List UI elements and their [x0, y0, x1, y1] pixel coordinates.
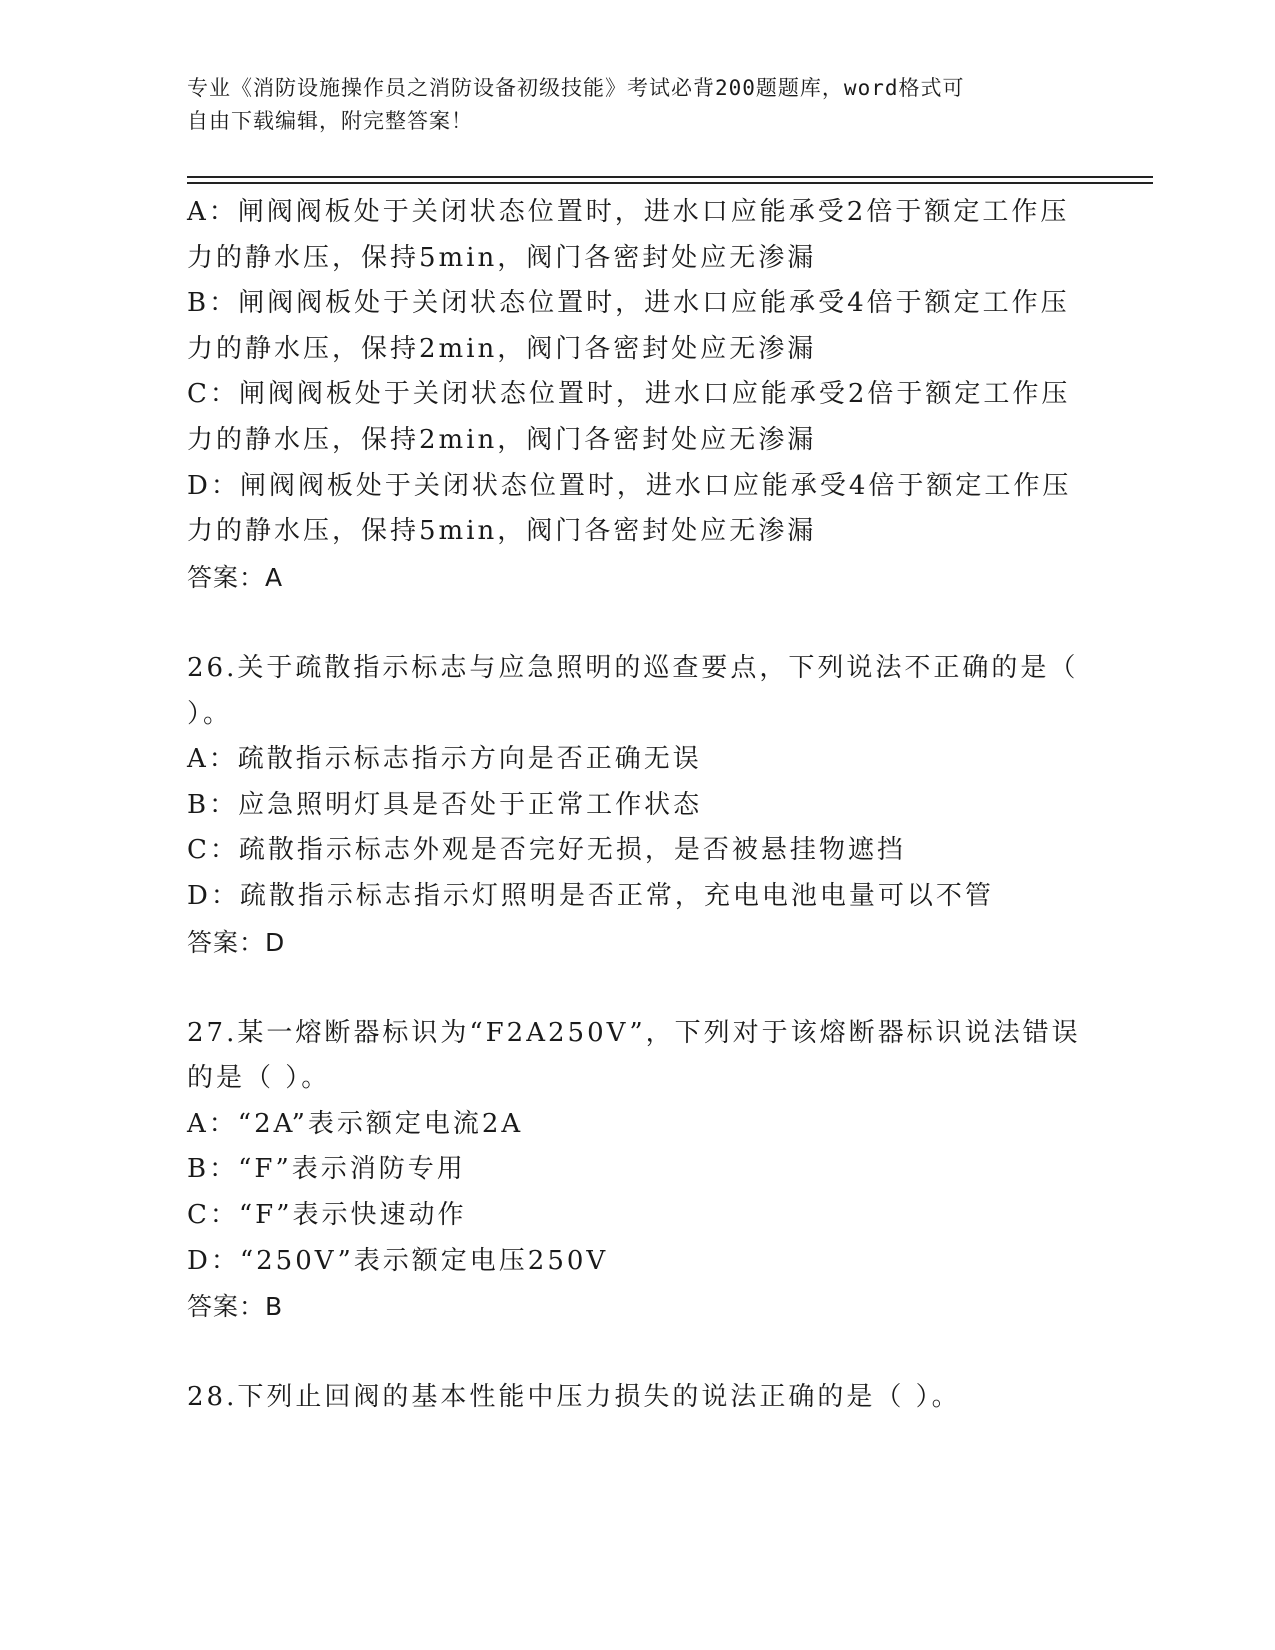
- option-c: C：“F”表示快速动作: [187, 1200, 467, 1231]
- answer: 答案：A: [187, 562, 284, 592]
- option-d-line-1: D：闸阀阀板处于关闭状态位置时，进水口应能承受4倍于额定工作压: [187, 470, 1072, 501]
- question-stem-line-2: 的是（ ）。: [187, 1063, 331, 1094]
- option-b-line-2: 力的静水压，保持2min，阀门各密封处应无渗漏: [187, 333, 817, 364]
- question-stem-line-1: 27.某一熔断器标识为“F2A250V”，下列对于该熔断器标识说法错误: [187, 1017, 1081, 1048]
- question-27: [187, 1011, 1087, 1330]
- option-c-line-2: 力的静水压，保持2min，阀门各密封处应无渗漏: [187, 424, 817, 455]
- option-a: A：疏散指示标志指示方向是否正确无误: [187, 744, 702, 775]
- spacer: [187, 1330, 1087, 1376]
- option-d: D：疏散指示标志指示灯照明是否正常，充电电池电量可以不管: [187, 880, 994, 911]
- question-26: [187, 646, 1087, 965]
- header-divider-top: [187, 176, 1153, 178]
- question-stem-line-2: ）。: [187, 698, 233, 729]
- question-stem-line-1: 28.下列止回阀的基本性能中压力损失的说法正确的是（ ）。: [187, 1382, 961, 1413]
- document-header: [187, 72, 1087, 138]
- answer: 答案：D: [187, 927, 286, 957]
- option-a-line-1: A：闸阀阀板处于关闭状态位置时，进水口应能承受2倍于额定工作压: [187, 197, 1070, 227]
- option-b: B：应急照明灯具是否处于正常工作状态: [187, 789, 703, 820]
- option-d-line-2: 力的静水压，保持5min，阀门各密封处应无渗漏: [187, 516, 817, 547]
- header-title-line-1: 专业《消防设施操作员之消防设备初级技能》考试必背200题题库，word格式可: [187, 76, 965, 100]
- question-28: [187, 1375, 1087, 1421]
- question-stem-line-1: 26.关于疏散指示标志与应急照明的巡查要点，下列说法不正确的是（: [187, 652, 1079, 683]
- option-c-line-1: C：闸阀阀板处于关闭状态位置时，进水口应能承受2倍于额定工作压: [187, 379, 1071, 410]
- option-a: A：“2A”表示额定电流2A: [187, 1108, 524, 1139]
- option-b: B：“F”表示消防专用: [187, 1154, 466, 1185]
- option-b-line-1: B：闸阀阀板处于关闭状态位置时，进水口应能承受4倍于额定工作压: [187, 288, 1070, 319]
- question-content: [187, 190, 1087, 1421]
- header-divider-bottom: [187, 182, 1153, 184]
- spacer: [187, 600, 1087, 646]
- option-d: D：“250V”表示额定电压250V: [187, 1245, 609, 1276]
- option-a-line-2: 力的静水压，保持5min，阀门各密封处应无渗漏: [187, 242, 817, 273]
- question-25: [187, 190, 1087, 600]
- header-title-line-2: 自由下载编辑，附完整答案！: [187, 109, 473, 133]
- answer: 答案：B: [187, 1292, 284, 1322]
- option-c: C：疏散指示标志外观是否完好无损，是否被悬挂物遮挡: [187, 835, 906, 866]
- spacer: [187, 965, 1087, 1011]
